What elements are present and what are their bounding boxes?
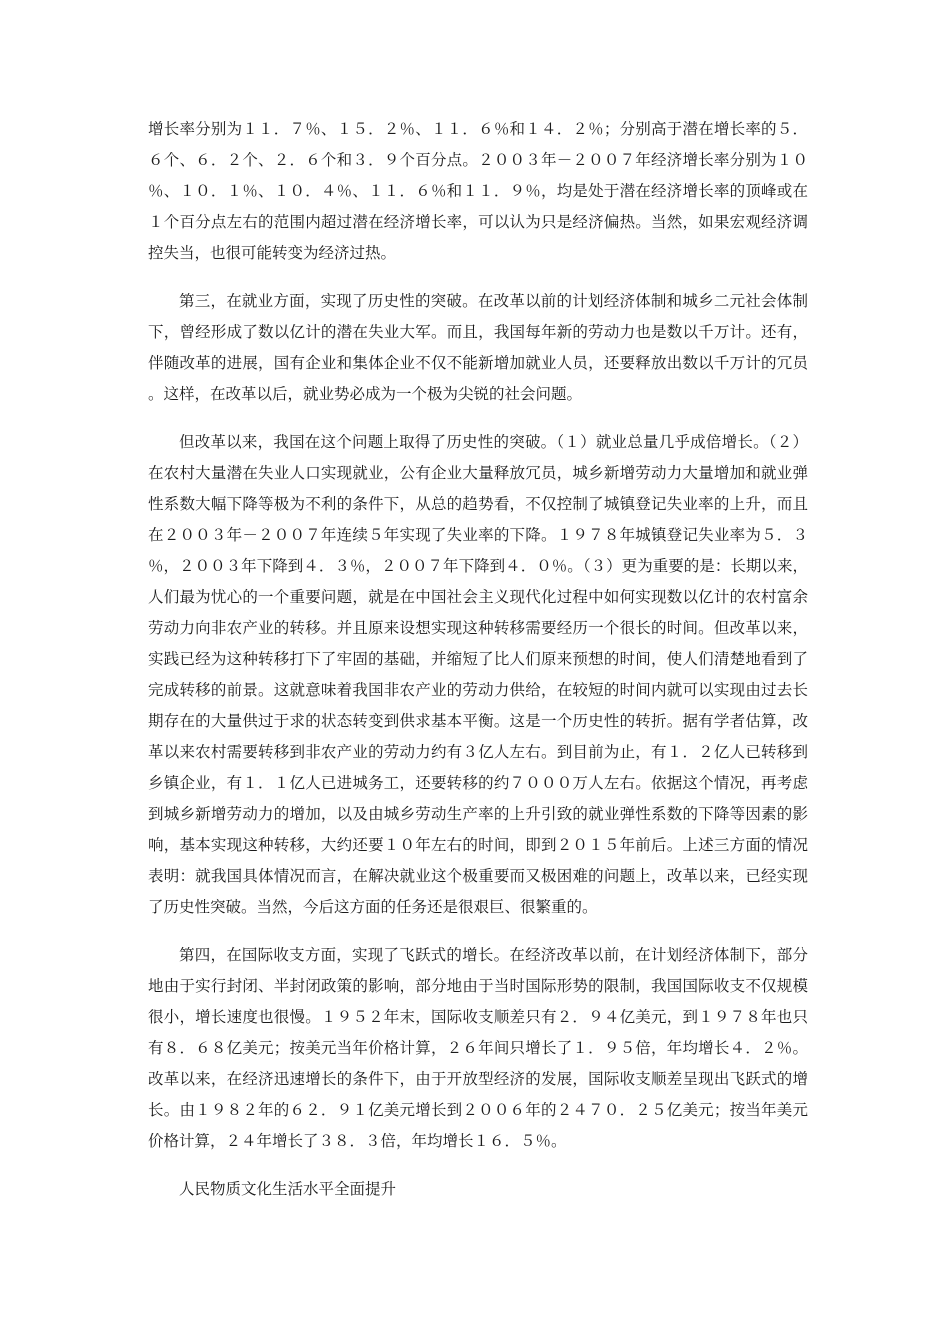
paragraph-gap xyxy=(148,1157,808,1174)
paragraph-employment-intro: 第三，在就业方面，实现了历史性的突破。在改革以前的计划经济体制和城乡二元社会体制下，曾经形成了数以亿计的潜在失业大军。而且，我国每年新的劳动力也是数以千万计。还有，伴随改革的进展，国有企业和集体企业不仅不能新增加就业人员，还要释放出数以千万计的冗员。这样，在改革以后，就业势必成为一个极为尖锐的社会问题。 xyxy=(148,292,808,403)
paragraph-growth-rates: 增长率分别为１１．７％、１５．２％、１１．６％和１４．２％；分别高于潜在增长率的５．６个、６．２个、２．６个和３．９个百分点。２００３年－２００７年经济增长率分别为１０％、１０．１％、１０．４％、１１．６％和１１．９％，均是处于潜在经济增长率的顶峰或在１个百分点左右的范围内超过潜在经济增长率，可以认为只是经济偏热。当然，如果宏观经济调控失当，也很可能转变为经济过热。 xyxy=(148,120,808,262)
paragraph-gap xyxy=(148,923,808,940)
paragraph-gap xyxy=(148,410,808,427)
section-heading-living-standards: 人民物质文化生活水平全面提升 xyxy=(179,1180,397,1198)
paragraph-employment-breakthrough: 但改革以来，我国在这个问题上取得了历史性的突破。（１）就业总量几乎成倍增长。（２）在农村大量潜在失业人口实现就业，公有企业大量释放冗员，城乡新增劳动力大量增加和就业弹性系数大幅下降等极为不利的条件下，从总的趋势看，不仅控制了城镇登记失业率的上升，而且在２００３年－２００７年连续５年实现了失业率的下降。１９７８年城镇登记失业率为５．３％，２００３年下降到４．３％，２００７年下降到４．０％。（３）更为重要的是：长期以来，人们最为忧心的一个重要问题，就是在中国社会主义现代化过程中如何实现数以亿计的农村富余劳动力向非农产业的转移。并且原来设想实现这种转移需要经历一个很长的时间。但改革以来，实践已经为这种转移打下了牢固的基础，并缩短了比人们原来预想的时间，使人们清楚地看到了完成转移的前景。这就意味着我国非农产业的劳动力供给，在较短的时间内就可以实现由过去长期存在的大量供过于求的状态转变到供求基本平衡。这是一个历史性的转折。据有学者估算，改革以来农村需要转移到非农产业的劳动力约有３亿人左右。到目前为止，有１．２亿人已转移到乡镇企业，有１．１亿人已进城务工，还要转移的约７０００万人左右。依据这个情况，再考虑到城乡新增劳动力的增加，以及由城乡劳动生产率的上升引致的就业弹性系数的下降等因素的影响，基本实现这种转移，大约还要１０年左右的时间，即到２０１５年前后。上述三方面的情况表明：就我国具体情况而言，在解决就业这个极重要而又极困难的问题上，改革以来，已经实现了历史性突破。当然，今后这方面的任务还是很艰巨、很繁重的。 xyxy=(148,433,808,916)
document-body xyxy=(148,114,808,1205)
paragraph-balance-of-payments: 第四，在国际收支方面，实现了飞跃式的增长。在经济改革以前，在计划经济体制下，部分地由于实行封闭、半封闭政策的影响，部分地由于当时国际形势的限制，我国国际收支不仅规模很小，增长速度也很慢。１９５２年末，国际收支顺差只有２．９４亿美元，到１９７８年也只有８．６８亿美元；按美元当年价格计算，２６年间只增长了１．９５倍，年均增长４．２％。改革以来，在经济迅速增长的条件下，由于开放型经济的发展，国际收支顺差呈现出飞跃式的增长。由１９８２年的６２．９１亿美元增长到２００６年的２４７０．２５亿美元；按当年美元价格计算，２４年增长了３８．３倍，年均增长１６．５％。 xyxy=(148,946,808,1150)
paragraph-gap xyxy=(148,269,808,286)
